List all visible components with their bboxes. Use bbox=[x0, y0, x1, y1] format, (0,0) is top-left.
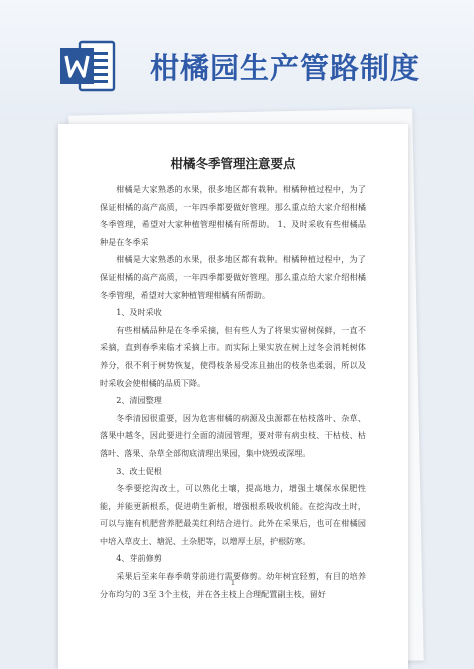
document-title: 柑橘园生产管路制度 bbox=[150, 51, 421, 85]
page-body bbox=[58, 124, 408, 603]
page-number: 1 bbox=[230, 579, 236, 587]
section-heading: 3、改土促根 bbox=[116, 465, 162, 476]
word-document-icon bbox=[58, 38, 118, 94]
paragraph: 有些柑橘品种是在冬季采摘，但有些人为了将果实留树保鲜，一直不采摘，直到春季来临才采摘上市。而实际上果实放在树上过冬会消耗树体养分，很不利于树势恢复，使得枝条易受冻且抽出的枝条也柔弱，所以及时采收会使柑橘的品质下降。 bbox=[100, 324, 366, 388]
paragraph: 采果后至来年春季萌芽前进行需要修剪。幼年树宜轻剪，有目的培养分布均匀的 3至 3个主枝，并在各主枝上合理配置副主枝，留好 bbox=[100, 571, 366, 599]
section-heading: 4、芽前修剪 bbox=[116, 553, 162, 564]
document-heading: 柑橘冬季管理注意要点 bbox=[170, 156, 296, 171]
document-page bbox=[58, 124, 408, 669]
paragraph: 柑橘是大家熟悉的水果，很多地区都有栽种。柑橘种植过程中，为了保证柑橘的高产高质，一年四季都要做好管理。那么重点给大家介绍柑橘冬季管理，希望对大家种植管理柑橘有所帮助。 bbox=[100, 254, 366, 300]
paragraph: 冬季清园很重要，因为危害柑橘的病源及虫源都在枯枝落叶、杂草、落果中越冬，因此要进行全面的清园管理，要对带有病虫枝、干枯枝、枯落叶、落果、杂草全部彻底清理出果园，集中烧毁或深埋。 bbox=[100, 412, 366, 458]
paragraph: 冬季要挖沟改土，可以熟化土壤，提高地力，增强土壤保水保肥性能，并能更新根系，促进萌生新根，增强根系吸收机能。在挖沟改土时，可以与施有机肥营养肥最美红利结合进行。此外在采果后，也可在柑橘园中培入草皮土、塘泥、土杂肥等，以增厚土层，护根防寒。 bbox=[100, 483, 366, 546]
paragraph: 柑橘是大家熟悉的水果，很多地区都有栽种。柑橘种植过程中，为了保证柑橘的高产高质，一年四季都要做好管理。那么重点给大家介绍柑橘冬季管理，希望对大家种植管理柑橘有所帮助。 1、及时采收有些柑橘品种是在冬季采 bbox=[100, 184, 366, 247]
section-heading: 1、及时采收 bbox=[116, 307, 162, 318]
section-heading: 2、清园整理 bbox=[116, 395, 162, 406]
banner bbox=[0, 0, 474, 120]
